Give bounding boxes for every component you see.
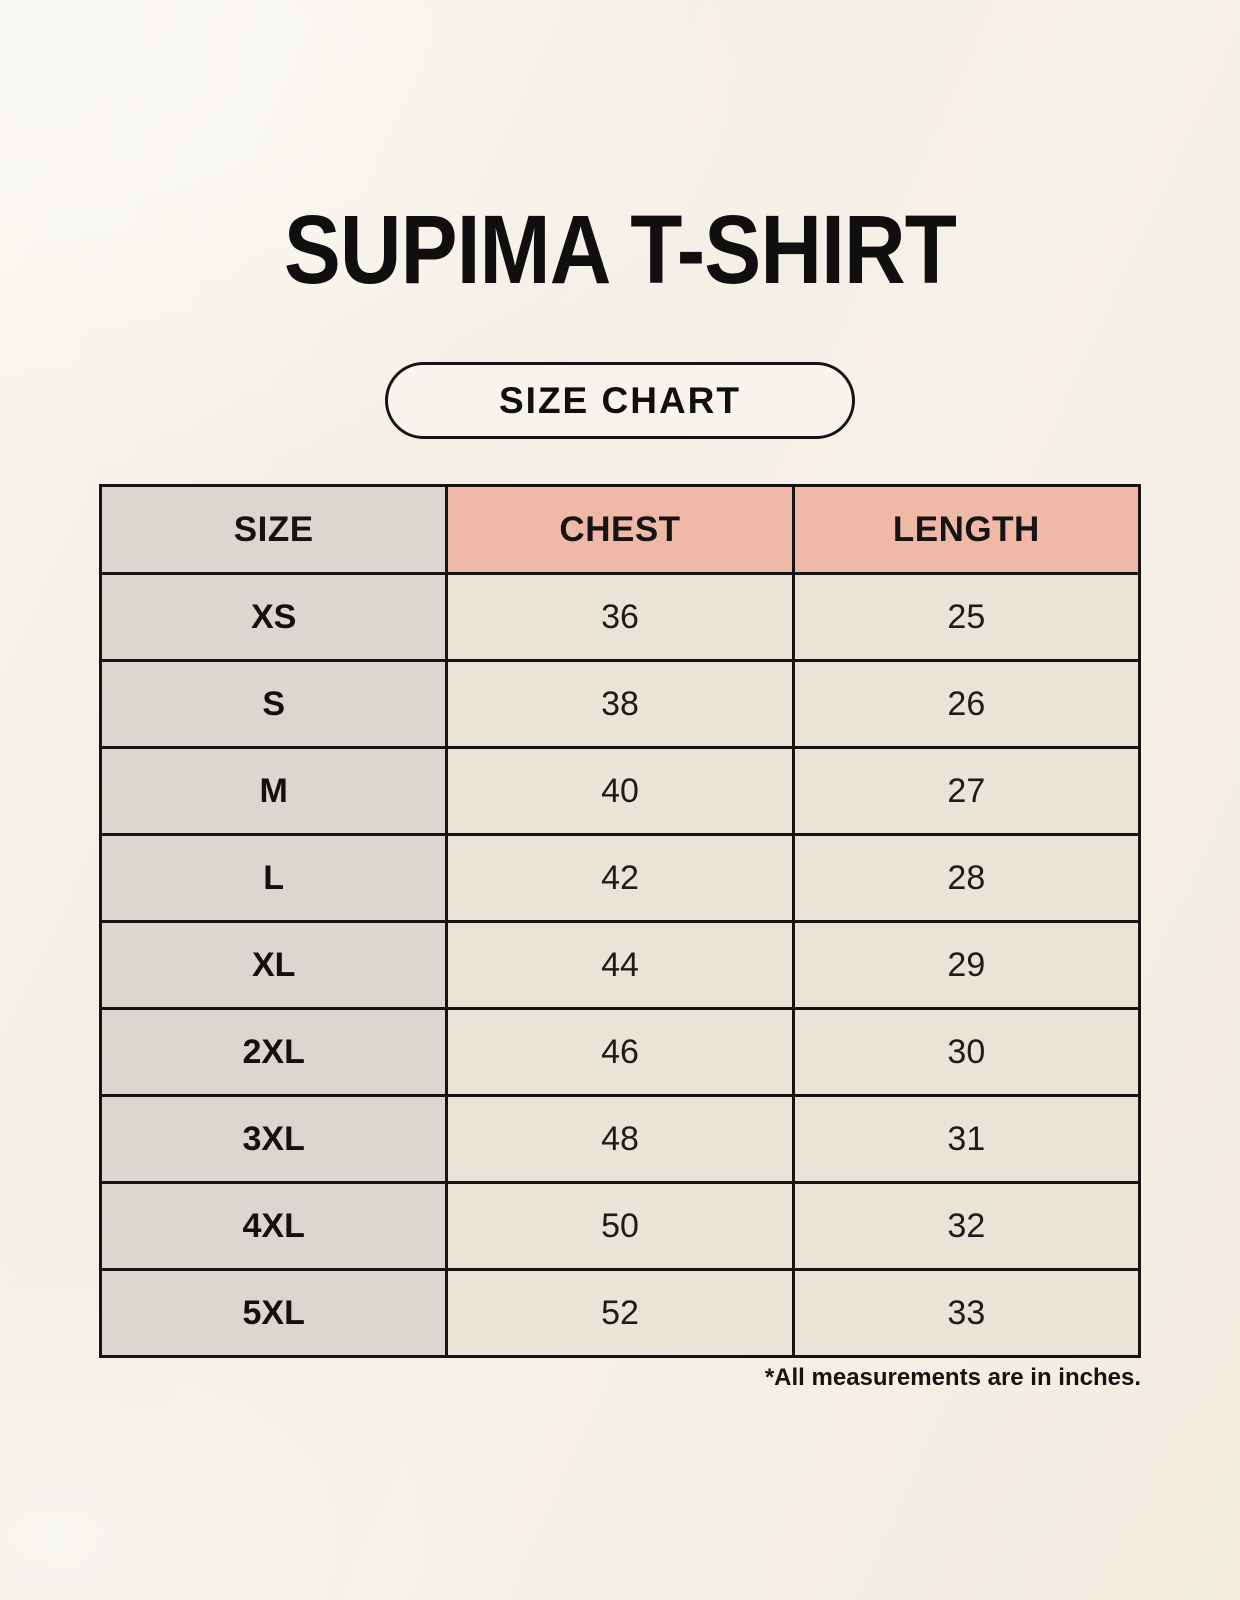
chest-cell: 48 <box>447 1096 793 1183</box>
table-row <box>101 835 1140 922</box>
table-row <box>101 574 1140 661</box>
column-header-size: SIZE <box>101 486 447 574</box>
size-cell: 2XL <box>101 1009 447 1096</box>
table-row <box>101 922 1140 1009</box>
column-header-chest: CHEST <box>447 486 793 574</box>
size-cell: M <box>101 748 447 835</box>
length-cell: 30 <box>793 1009 1139 1096</box>
length-cell: 25 <box>793 574 1139 661</box>
table-row <box>101 1096 1140 1183</box>
chest-cell: 50 <box>447 1183 793 1270</box>
length-cell: 29 <box>793 922 1139 1009</box>
table-row <box>101 661 1140 748</box>
table-row <box>101 1009 1140 1096</box>
column-header-length: LENGTH <box>793 486 1139 574</box>
size-cell: L <box>101 835 447 922</box>
size-chart-table-wrap <box>99 484 1141 1392</box>
length-cell: 32 <box>793 1183 1139 1270</box>
measurements-footnote: *All measurements are in inches. <box>764 1364 1141 1391</box>
page-title <box>238 190 1002 310</box>
size-cell: 4XL <box>101 1183 447 1270</box>
length-cell: 33 <box>793 1270 1139 1357</box>
length-cell: 26 <box>793 661 1139 748</box>
size-cell: 3XL <box>101 1096 447 1183</box>
size-chart-button-label: SIZE CHART <box>499 379 741 421</box>
size-cell: XS <box>101 574 447 661</box>
chest-cell: 52 <box>447 1270 793 1357</box>
table-row <box>101 748 1140 835</box>
length-cell: 31 <box>793 1096 1139 1183</box>
size-cell: S <box>101 661 447 748</box>
chest-cell: 38 <box>447 661 793 748</box>
table-row <box>101 1183 1140 1270</box>
page-title-text: SUPIMA T-SHIRT <box>283 195 957 304</box>
length-cell: 28 <box>793 835 1139 922</box>
chest-cell: 36 <box>447 574 793 661</box>
size-cell: 5XL <box>101 1270 447 1357</box>
size-chart-button[interactable] <box>385 362 855 439</box>
size-chart-table <box>99 484 1141 1358</box>
chest-cell: 46 <box>447 1009 793 1096</box>
table-header-row <box>101 486 1140 574</box>
table-row <box>101 1270 1140 1357</box>
size-cell: XL <box>101 922 447 1009</box>
chest-cell: 44 <box>447 922 793 1009</box>
length-cell: 27 <box>793 748 1139 835</box>
chest-cell: 42 <box>447 835 793 922</box>
chest-cell: 40 <box>447 748 793 835</box>
